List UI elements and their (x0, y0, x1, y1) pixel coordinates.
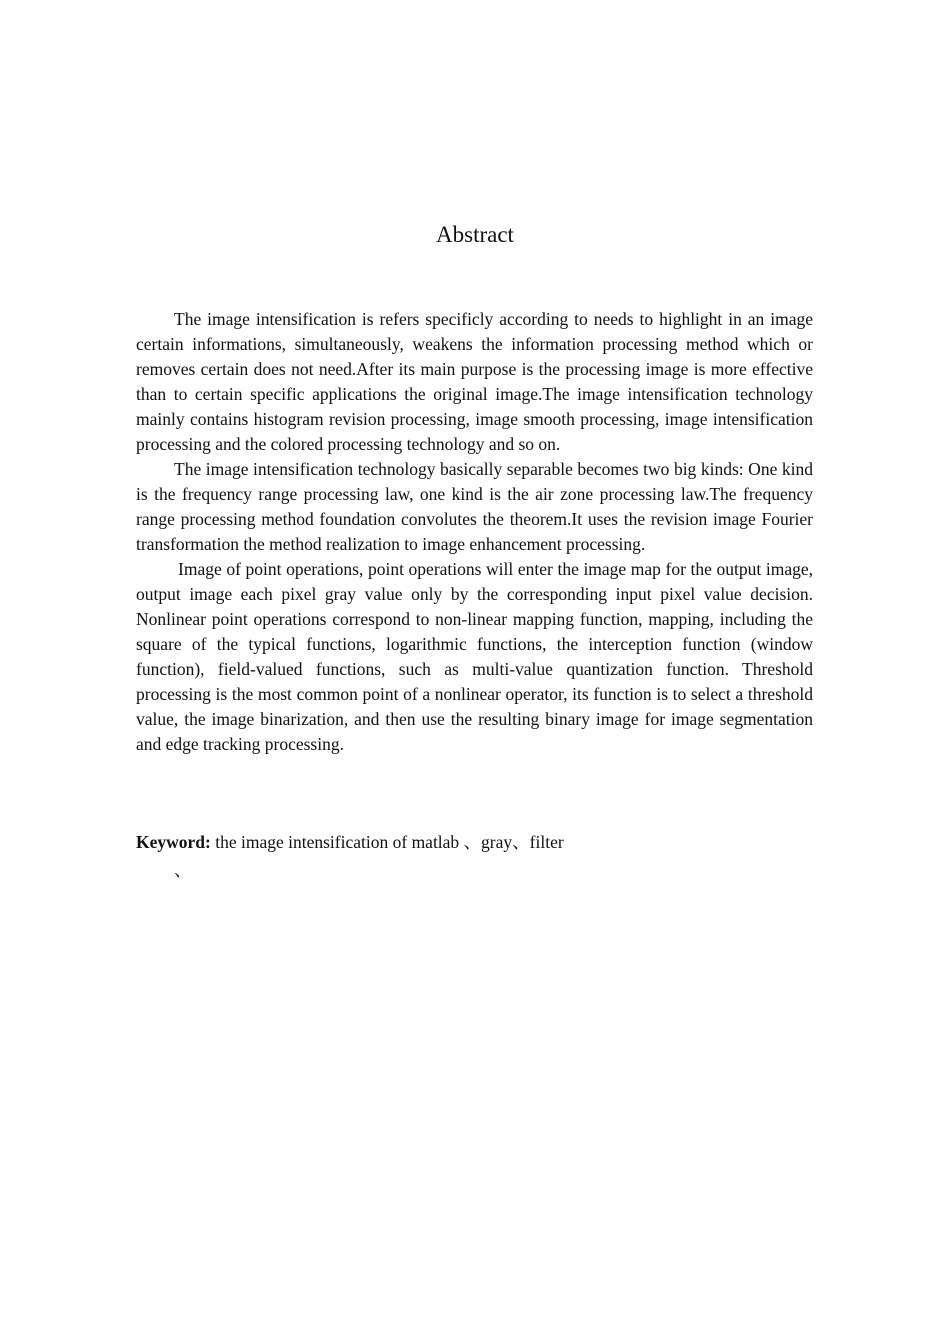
stray-punctuation-mark: 、 (174, 860, 192, 880)
abstract-paragraph-3: Image of point operations, point operations will enter the image map for the output image, output image each pixel gray value only by the corresponding input pixel value decision. Nonlinear point operations correspond to non-linear mapping function, mapping, including the square of the typical functions, logarithmic functions, the interception function (window function), field-valued functions, such as multi-value quantization function. Threshold processing is the most common point of a nonlinear operator, its function is to select a threshold value, the image binarization, and then use the resulting binary image for image segmentation and edge tracking processing. (136, 559, 813, 754)
abstract-paragraph-2: The image intensification technology basically separable becomes two big kinds: One kind is the frequency range processing law, one kind is the air zone processing law.The frequency range processing method foundation convolutes the theorem.It uses the revision image Fourier transformation the method realization to image enhancement processing. (136, 459, 813, 554)
keywords-text: the image intensification of matlab 、gray、filter (215, 832, 564, 852)
keywords-line (136, 830, 813, 855)
abstract-title: Abstract (436, 222, 514, 247)
keywords-label: Keyword: (136, 832, 211, 852)
abstract-body (136, 307, 813, 757)
abstract-paragraph-1: The image intensification is refers specificly according to needs to highlight in an image certain informations, simultaneously, weakens the information processing method which or removes certain does not need.After its main purpose is the processing image is more effective than to certain specific applications the original image.The image intensification technology mainly contains histogram revision processing, image smooth processing, image intensification processing and the colored processing technology and so on. (136, 309, 813, 454)
